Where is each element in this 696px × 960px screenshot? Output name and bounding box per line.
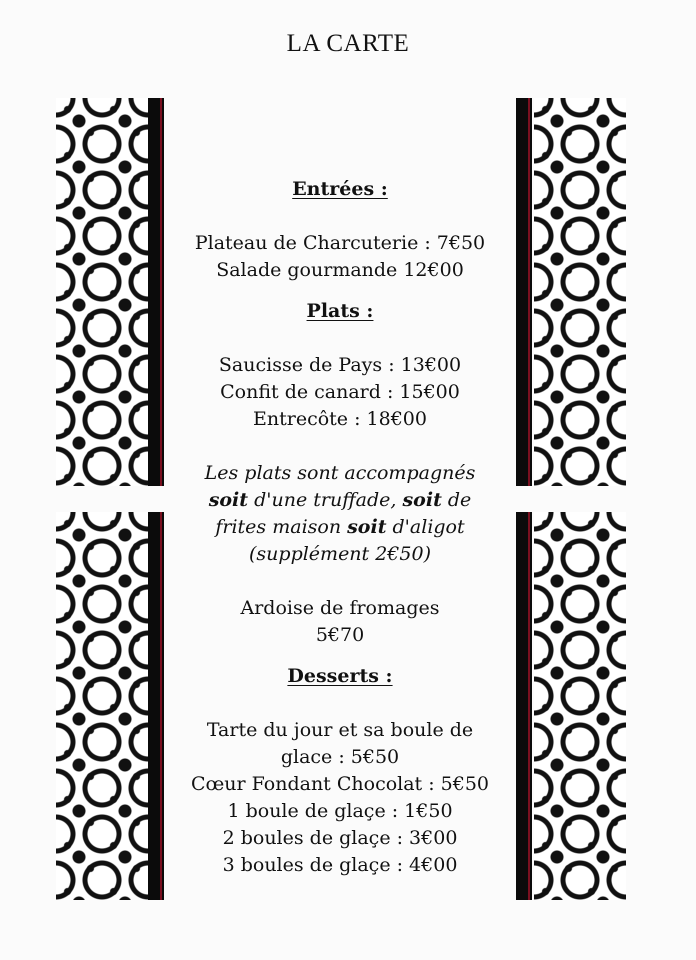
note-line: Les plats sont accompagnés	[204, 462, 476, 484]
side-dish-note	[166, 460, 514, 568]
note-text: d'aligot	[386, 516, 465, 538]
note-emphasis: soit	[402, 489, 442, 511]
note-emphasis: soit	[347, 516, 387, 538]
note-text: d'une truffade,	[248, 489, 403, 511]
note-line	[166, 514, 514, 541]
section-heading-entrees: Entrées :	[292, 178, 388, 200]
border-bar-bottom-left	[148, 512, 164, 900]
section-heading-plats: Plats :	[306, 300, 374, 322]
menu-content	[166, 176, 514, 879]
damask-panel-top-right	[534, 98, 626, 486]
menu-item-fromages: Ardoise de fromages	[240, 597, 440, 619]
note-emphasis: soit	[208, 489, 249, 511]
menu-item: Confit de canard : 15€00	[220, 381, 460, 403]
menu-item: Entrecôte : 18€00	[253, 408, 427, 430]
section-heading-desserts: Desserts :	[287, 665, 393, 687]
menu-item: Saucisse de Pays : 13€00	[218, 354, 462, 376]
damask-panel-top-left	[56, 98, 148, 486]
menu-item: Tarte du jour et sa boule de	[206, 719, 474, 741]
note-text: frites maison	[215, 516, 348, 538]
page-title: LA CARTE	[286, 30, 410, 57]
note-line: (supplément 2€50)	[249, 543, 431, 565]
menu-item: 3 boules de glaçe : 4€00	[222, 854, 458, 876]
note-text: de	[441, 489, 472, 511]
menu-item: Plateau de Charcuterie : 7€50	[194, 232, 486, 254]
menu-item: 2 boules de glaçe : 3€00	[222, 827, 458, 849]
menu-item: Salade gourmande 12€00	[216, 259, 464, 281]
damask-panel-bottom-left	[56, 512, 148, 900]
menu-item: 1 boule de glaçe : 1€50	[227, 800, 453, 822]
menu-item-fromages-price: 5€70	[315, 624, 365, 646]
menu-item: glace : 5€50	[280, 746, 400, 768]
border-bar-top-left	[148, 98, 164, 486]
note-line	[166, 487, 514, 514]
border-bar-top-right	[516, 98, 532, 486]
damask-panel-bottom-right	[534, 512, 626, 900]
border-bar-bottom-right	[516, 512, 532, 900]
menu-item: Cœur Fondant Chocolat : 5€50	[190, 773, 490, 795]
